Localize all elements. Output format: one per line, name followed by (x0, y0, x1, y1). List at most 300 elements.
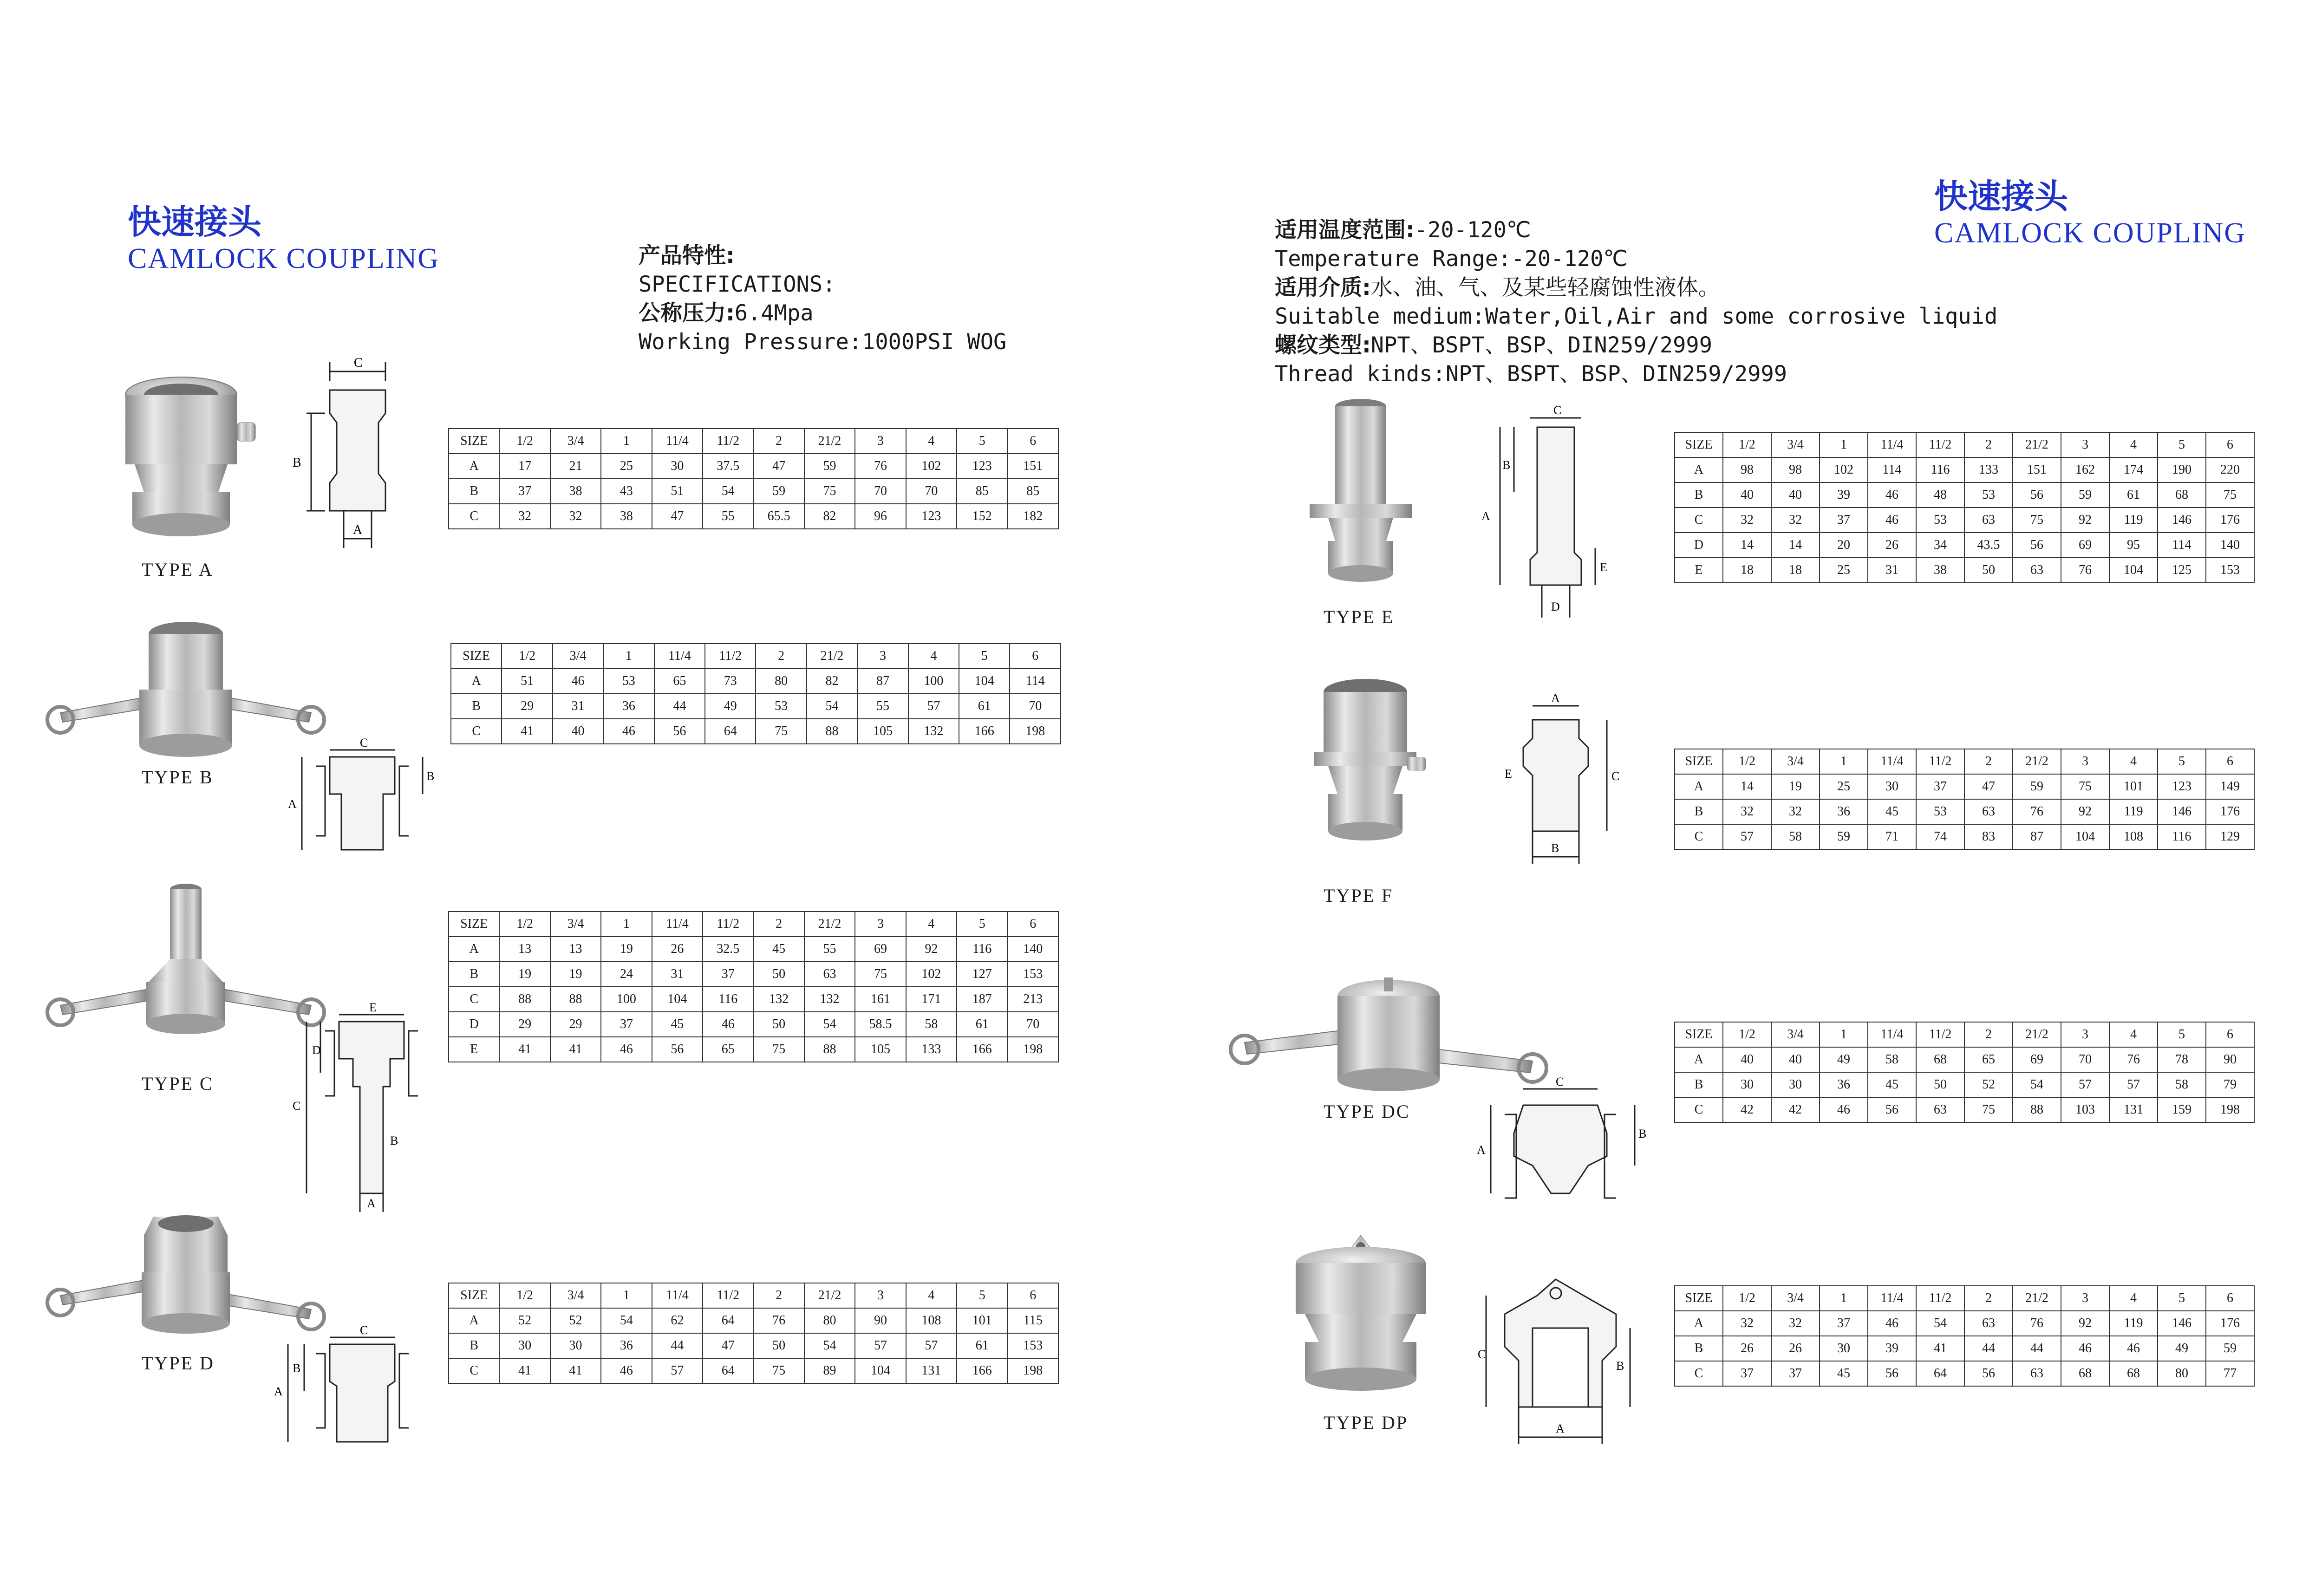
table-cell: 59 (753, 479, 804, 504)
table-header-cell: 4 (908, 644, 959, 669)
dim-label: B (426, 769, 435, 783)
table-cell: 30 (1771, 1072, 1820, 1097)
table-row (1675, 533, 2254, 558)
table-cell: 25 (601, 454, 652, 479)
table-cell: 53 (1916, 799, 1964, 824)
table-cell: 41 (499, 1037, 550, 1062)
table-cell: 43.5 (1964, 533, 2013, 558)
table-cell: 68 (2158, 482, 2206, 508)
table-header-cell: 3/4 (550, 1283, 601, 1308)
table-cell: 40 (553, 719, 603, 744)
dim-label: E (1505, 767, 1512, 781)
table-cell: 57 (906, 1333, 957, 1358)
table-row (1675, 1311, 2254, 1336)
table-cell: 92 (2061, 799, 2109, 824)
table-cell: 30 (1820, 1336, 1868, 1361)
table-cell: 64 (703, 1358, 753, 1383)
table-cell: 77 (2206, 1361, 2254, 1386)
table-cell: 31 (553, 694, 603, 719)
type-e-drawing (1468, 399, 1625, 632)
table-cell: 46 (603, 719, 654, 744)
table-cell: C (1675, 1097, 1723, 1122)
table-cell: 63 (804, 962, 855, 987)
table-cell: 69 (2013, 1047, 2061, 1072)
table-header-cell: 1/2 (499, 912, 550, 937)
table-cell: 54 (804, 1333, 855, 1358)
table-cell: 26 (1868, 533, 1916, 558)
table-header-cell: 5 (957, 1283, 1007, 1308)
table-cell: B (449, 479, 499, 504)
table-row (449, 1358, 1058, 1383)
table-header-cell: 3 (2061, 432, 2109, 457)
table-cell: A (449, 454, 499, 479)
table-header-cell: 6 (2206, 1286, 2254, 1311)
table-cell: 69 (855, 937, 906, 962)
table-cell: 105 (857, 719, 908, 744)
table-cell: 92 (906, 937, 957, 962)
table-header-cell: 21/2 (807, 644, 857, 669)
table-cell: B (1675, 482, 1723, 508)
table-cell: 47 (1964, 774, 2013, 799)
table-header-cell: 3/4 (550, 912, 601, 937)
table-header-cell: 4 (906, 429, 957, 454)
table-cell: 13 (499, 937, 550, 962)
table-cell: 57 (1723, 824, 1771, 849)
table-cell: 65 (1964, 1047, 2013, 1072)
spec-line: 螺纹类型:NPT、BSPT、BSP、DIN259/2999 (1275, 332, 1713, 358)
table-cell: 21 (550, 454, 601, 479)
table-cell: 131 (906, 1358, 957, 1383)
table-cell: 80 (756, 669, 806, 694)
table-cell: 59 (804, 454, 855, 479)
table-cell: B (449, 962, 499, 987)
table-header-row (1675, 1286, 2254, 1311)
table-row (449, 1012, 1058, 1037)
table-cell: 61 (957, 1333, 1007, 1358)
table-header-cell: 5 (2158, 432, 2206, 457)
table-header-cell: SIZE (1675, 432, 1723, 457)
table-cell: 58 (2158, 1072, 2206, 1097)
table-cell: A (449, 1308, 499, 1333)
table-header-row (1675, 1022, 2254, 1047)
table-header-cell: 11/4 (1868, 749, 1916, 774)
table-header-cell: 2 (1964, 1286, 2013, 1311)
table-cell: 104 (959, 669, 1010, 694)
table-cell: 146 (2158, 799, 2206, 824)
table-cell: 59 (2013, 774, 2061, 799)
table-cell: 41 (502, 719, 552, 744)
table-cell: 46 (553, 669, 603, 694)
type-dc-label: TYPE DC (1324, 1101, 1410, 1122)
table-cell: 129 (2206, 824, 2254, 849)
table-header-cell: 1/2 (1723, 749, 1771, 774)
table-cell: 119 (2109, 508, 2158, 533)
dim-label: E (1600, 560, 1607, 574)
table-cell: 32.5 (703, 937, 753, 962)
table-header-cell: 6 (2206, 432, 2254, 457)
table-cell: 98 (1771, 457, 1820, 482)
table-cell: 40 (1723, 1047, 1771, 1072)
table-cell: 38 (1916, 558, 1964, 583)
right-specs (1275, 216, 1997, 389)
table-header-cell: 5 (2158, 1286, 2206, 1311)
type-dp-label: TYPE DP (1324, 1412, 1409, 1433)
table-cell: 75 (2013, 508, 2061, 533)
table-header-cell: 3/4 (553, 644, 603, 669)
table-cell: 36 (1820, 799, 1868, 824)
table-cell: 82 (807, 669, 857, 694)
table-cell: 123 (957, 454, 1007, 479)
table-cell: 116 (2158, 824, 2206, 849)
table-cell: B (451, 694, 502, 719)
table-header-cell: 1 (601, 429, 652, 454)
type-f-label: TYPE F (1324, 885, 1394, 906)
table-cell: 100 (908, 669, 959, 694)
table-cell: 25 (1820, 774, 1868, 799)
table-header-cell: 5 (2158, 749, 2206, 774)
dim-label: D (1551, 600, 1560, 613)
table-cell: 56 (1868, 1097, 1916, 1122)
table-cell: 41 (499, 1358, 550, 1383)
table-cell: E (449, 1037, 499, 1062)
table-cell: 19 (550, 962, 601, 987)
table-row (449, 479, 1058, 504)
table-cell: 53 (1964, 482, 2013, 508)
table-row (449, 1333, 1058, 1358)
table-cell: 101 (957, 1308, 1007, 1333)
table-cell: 153 (1007, 1333, 1058, 1358)
table-header-cell: 6 (2206, 1022, 2254, 1047)
table-cell: 57 (908, 694, 959, 719)
table-cell: 26 (652, 937, 703, 962)
table-cell: 76 (2013, 1311, 2061, 1336)
type-f-drawing (1486, 692, 1635, 878)
table-header-cell: 21/2 (2013, 432, 2061, 457)
table-cell: 190 (2158, 457, 2206, 482)
table-row (1675, 799, 2254, 824)
table-header-cell: 1 (601, 912, 652, 937)
table-cell: D (449, 1012, 499, 1037)
table-cell: 18 (1723, 558, 1771, 583)
table-cell: C (449, 987, 499, 1012)
type-b-table (450, 643, 1061, 744)
table-cell: 149 (2206, 774, 2254, 799)
table-cell: 213 (1007, 987, 1058, 1012)
dim-label: A (1477, 1143, 1486, 1157)
type-f-photo (1300, 678, 1430, 850)
table-cell: 80 (2158, 1361, 2206, 1386)
table-cell: 56 (2013, 533, 2061, 558)
spec-line: 公称压力:6.4Mpa (639, 300, 814, 326)
table-cell: 63 (2013, 558, 2061, 583)
dim-label: B (1638, 1127, 1647, 1140)
dim-label: C (360, 1326, 368, 1337)
table-cell: 114 (1868, 457, 1916, 482)
table-header-cell: 6 (1007, 912, 1058, 937)
table-cell: 198 (1007, 1037, 1058, 1062)
dim-label: B (1616, 1359, 1624, 1373)
table-cell: 63 (1964, 508, 2013, 533)
table-header-cell: 1/2 (1723, 1286, 1771, 1311)
table-header-cell: 5 (2158, 1022, 2206, 1047)
dim-label: E (369, 1003, 377, 1014)
table-header-cell: 3 (2061, 749, 2109, 774)
table-header-cell: 11/4 (654, 644, 705, 669)
table-cell: 37 (1723, 1361, 1771, 1386)
table-cell: 108 (906, 1308, 957, 1333)
table-cell: C (1675, 824, 1723, 849)
table-header-cell: 6 (1010, 644, 1061, 669)
table-cell: 151 (2013, 457, 2061, 482)
table-header-row (449, 429, 1058, 454)
table-cell: 161 (855, 987, 906, 1012)
table-cell: 76 (2013, 799, 2061, 824)
table-header-cell: 11/4 (652, 1283, 703, 1308)
table-cell: 30 (1868, 774, 1916, 799)
table-header-cell: 21/2 (2013, 749, 2061, 774)
table-cell: B (1675, 1072, 1723, 1097)
table-header-cell: 2 (1964, 749, 2013, 774)
table-cell: 32 (1771, 1311, 1820, 1336)
table-cell: 65 (703, 1037, 753, 1062)
table-cell: 104 (855, 1358, 906, 1383)
type-f-table (1674, 749, 2255, 850)
table-cell: 89 (804, 1358, 855, 1383)
table-cell: 162 (2061, 457, 2109, 482)
table-cell: 88 (550, 987, 601, 1012)
table-cell: 187 (957, 987, 1007, 1012)
table-cell: 54 (807, 694, 857, 719)
table-cell: 55 (804, 937, 855, 962)
table-header-cell: 1/2 (1723, 432, 1771, 457)
table-cell: 41 (1916, 1336, 1964, 1361)
table-row (449, 1308, 1058, 1333)
dim-label: B (293, 456, 301, 470)
table-cell: 42 (1723, 1097, 1771, 1122)
table-cell: 32 (1723, 508, 1771, 533)
table-cell: 37 (1820, 508, 1868, 533)
table-cell: 58 (1868, 1047, 1916, 1072)
table-cell: 37.5 (703, 454, 753, 479)
table-row (1675, 482, 2254, 508)
dim-label: B (1502, 458, 1511, 472)
table-cell: A (1675, 1047, 1723, 1072)
table-cell: 55 (857, 694, 908, 719)
table-header-cell: 11/2 (1916, 432, 1964, 457)
table-cell: 88 (2013, 1097, 2061, 1122)
table-cell: 52 (550, 1308, 601, 1333)
table-cell: 102 (906, 454, 957, 479)
table-cell: 17 (499, 454, 550, 479)
type-b-label: TYPE B (142, 767, 214, 788)
table-cell: B (1675, 799, 1723, 824)
table-row (1675, 508, 2254, 533)
table-cell: A (1675, 457, 1723, 482)
table-cell: 116 (703, 987, 753, 1012)
table-header-cell: 4 (2109, 749, 2158, 774)
table-header-cell: 21/2 (2013, 1022, 2061, 1047)
table-header-cell: 3/4 (1771, 1286, 1820, 1311)
table-cell: 45 (652, 1012, 703, 1037)
table-cell: 50 (753, 1012, 804, 1037)
table-cell: 133 (1964, 457, 2013, 482)
table-cell: 47 (753, 454, 804, 479)
dim-label: A (367, 1197, 376, 1210)
table-row (1675, 1336, 2254, 1361)
table-cell: 65.5 (753, 504, 804, 529)
table-row (1675, 558, 2254, 583)
table-cell: 92 (2061, 508, 2109, 533)
table-cell: 46 (601, 1358, 652, 1383)
table-cell: 176 (2206, 1311, 2254, 1336)
dim-label: A (1556, 1422, 1565, 1435)
dim-label: C (1553, 404, 1562, 417)
table-cell: 98 (1723, 457, 1771, 482)
spec-line: Temperature Range:-20-120℃ (1275, 246, 1628, 272)
table-cell: 59 (2206, 1336, 2254, 1361)
table-cell: A (1675, 774, 1723, 799)
table-cell: 30 (550, 1333, 601, 1358)
table-cell: 76 (855, 454, 906, 479)
table-cell: 182 (1007, 504, 1058, 529)
table-cell: 198 (1010, 719, 1061, 744)
table-header-row (449, 1283, 1058, 1308)
type-dp-photo (1286, 1226, 1435, 1402)
table-cell: 71 (1868, 824, 1916, 849)
table-cell: C (449, 504, 499, 529)
table-header-cell: 1 (601, 1283, 652, 1308)
table-cell: 53 (603, 669, 654, 694)
table-cell: 146 (2158, 508, 2206, 533)
table-cell: 133 (906, 1037, 957, 1062)
spec-line: 适用温度范围:-20-120℃ (1275, 217, 1531, 243)
dim-label: C (1478, 1348, 1486, 1361)
table-cell: C (451, 719, 502, 744)
table-header-cell: 11/2 (703, 429, 753, 454)
table-cell: 36 (1820, 1072, 1868, 1097)
table-cell: 131 (2109, 1097, 2158, 1122)
table-header-row (451, 644, 1061, 669)
table-cell: 54 (1916, 1311, 1964, 1336)
table-header-cell: 11/2 (705, 644, 756, 669)
table-cell: 76 (2061, 558, 2109, 583)
table-header-cell: 2 (1964, 1022, 2013, 1047)
type-c-label: TYPE C (142, 1073, 214, 1094)
table-cell: 45 (1868, 799, 1916, 824)
table-row (449, 1037, 1058, 1062)
table-cell: 49 (705, 694, 756, 719)
table-cell: 63 (1916, 1097, 1964, 1122)
table-cell: A (449, 937, 499, 962)
table-cell: 132 (908, 719, 959, 744)
table-cell: 176 (2206, 508, 2254, 533)
table-header-cell: SIZE (449, 429, 499, 454)
table-cell: 31 (652, 962, 703, 987)
table-row (449, 454, 1058, 479)
type-dp-table (1674, 1285, 2255, 1387)
table-cell: 159 (2158, 1097, 2206, 1122)
table-cell: 76 (2109, 1047, 2158, 1072)
dim-label: A (1481, 509, 1490, 523)
table-cell: 50 (753, 962, 804, 987)
table-row (451, 669, 1061, 694)
table-cell: C (1675, 508, 1723, 533)
spec-line: 产品特性: (639, 243, 735, 268)
table-header-cell: 11/2 (1916, 749, 1964, 774)
table-cell: 88 (807, 719, 857, 744)
table-header-cell: 3 (2061, 1286, 2109, 1311)
table-cell: 151 (1007, 454, 1058, 479)
table-cell: 198 (2206, 1097, 2254, 1122)
table-cell: 44 (2013, 1336, 2061, 1361)
dim-label: A (353, 523, 363, 537)
table-cell: 75 (2061, 774, 2109, 799)
dim-label: C (360, 738, 368, 749)
table-cell: 40 (1771, 1047, 1820, 1072)
table-cell: 114 (1010, 669, 1061, 694)
table-cell: 47 (652, 504, 703, 529)
table-cell: 79 (2206, 1072, 2254, 1097)
table-header-cell: 4 (2109, 1022, 2158, 1047)
table-row (451, 694, 1061, 719)
left-title-en: CAMLOCK COUPLING (128, 243, 439, 274)
type-a-label: TYPE A (142, 559, 214, 580)
table-cell: 30 (499, 1333, 550, 1358)
table-header-cell: 4 (906, 1283, 957, 1308)
table-cell: 80 (804, 1308, 855, 1333)
table-cell: 37 (499, 479, 550, 504)
table-cell: 13 (550, 937, 601, 962)
type-a-drawing (279, 353, 427, 567)
table-cell: 92 (2061, 1311, 2109, 1336)
table-header-cell: 1/2 (502, 644, 552, 669)
table-cell: 153 (1007, 962, 1058, 987)
type-e-photo (1296, 392, 1426, 587)
table-header-row (449, 912, 1058, 937)
table-header-cell: 3 (855, 912, 906, 937)
table-cell: 34 (1916, 533, 1964, 558)
table-cell: 39 (1868, 1336, 1916, 1361)
table-cell: 14 (1771, 533, 1820, 558)
table-cell: 64 (1916, 1361, 1964, 1386)
table-header-cell: 11/2 (703, 1283, 753, 1308)
table-cell: 56 (654, 719, 705, 744)
table-header-cell: 4 (906, 912, 957, 937)
table-header-cell: 11/2 (1916, 1022, 1964, 1047)
table-cell: 40 (1723, 482, 1771, 508)
table-cell: 68 (2109, 1361, 2158, 1386)
table-cell: 32 (1771, 799, 1820, 824)
table-cell: 114 (2158, 533, 2206, 558)
table-cell: B (449, 1333, 499, 1358)
type-d-table (448, 1283, 1059, 1384)
table-header-cell: 5 (957, 429, 1007, 454)
table-cell: 49 (2158, 1336, 2206, 1361)
table-cell: 46 (601, 1037, 652, 1062)
type-d-drawing (265, 1326, 423, 1474)
table-cell: 29 (499, 1012, 550, 1037)
table-header-cell: 11/4 (652, 429, 703, 454)
table-cell: 75 (2206, 482, 2254, 508)
table-cell: 87 (2013, 824, 2061, 849)
table-cell: 42 (1771, 1097, 1820, 1122)
table-cell: 30 (1723, 1072, 1771, 1097)
table-cell: 40 (1771, 482, 1820, 508)
type-e-table (1674, 432, 2255, 583)
table-cell: 36 (601, 1333, 652, 1358)
table-header-cell: SIZE (449, 912, 499, 937)
table-cell: 44 (652, 1333, 703, 1358)
